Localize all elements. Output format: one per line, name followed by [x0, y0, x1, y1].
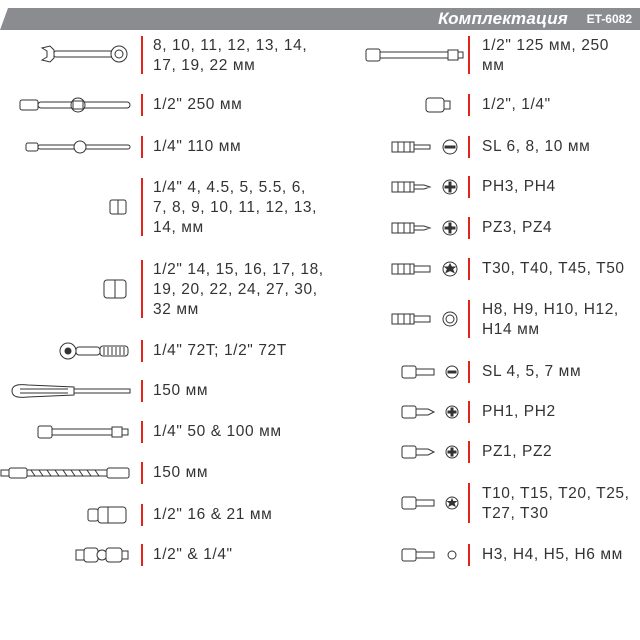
item-text: 1/2" 14, 15, 16, 17, 18, 19, 20, 22, 24, 27, 30, 32 мм — [153, 261, 324, 318]
item-text: 1/4" 110 мм — [153, 138, 242, 155]
separator — [468, 136, 470, 158]
list-item — [0, 34, 340, 76]
universal-joint-icon — [74, 545, 130, 565]
separator — [468, 94, 470, 116]
socket-quarter-icon — [108, 198, 128, 216]
combination-wrench-icon — [38, 44, 128, 64]
bit-socket-hex-icon — [400, 547, 462, 563]
separator — [468, 176, 470, 198]
extension-bar-icon — [36, 424, 130, 440]
list-item — [0, 94, 340, 116]
list-item — [340, 94, 640, 116]
separator — [141, 136, 143, 158]
separator — [141, 260, 143, 318]
header-model: ET-6082 — [586, 12, 632, 26]
bit-socket-slotted-icon — [400, 364, 462, 380]
bit-pozidriv-icon — [390, 220, 462, 236]
list-item — [0, 420, 340, 444]
list-item — [340, 441, 640, 463]
bit-socket-torx-icon — [400, 495, 462, 511]
flexible-extension-icon — [0, 465, 134, 481]
separator — [468, 36, 470, 74]
separator — [468, 258, 470, 280]
item-text: PH3, PH4 — [482, 178, 556, 195]
item-text: 1/4" 4, 4.5, 5, 5.5, 6, 7, 8, 9, 10, 11, 12, 13, 14, мм — [153, 179, 318, 236]
item-text: 150 мм — [153, 382, 209, 399]
separator — [141, 36, 143, 74]
tee-handle-large-icon — [18, 97, 134, 113]
list-item — [340, 136, 640, 158]
extension-half-icon — [364, 46, 464, 64]
item-text: T10, T15, T20, T25, T27, T30 — [482, 485, 630, 522]
separator — [468, 401, 470, 423]
item-text: 150 мм — [153, 464, 209, 481]
list-item — [340, 217, 640, 239]
list-item — [0, 461, 340, 485]
separator — [468, 217, 470, 239]
bit-slotted-icon — [390, 139, 462, 155]
separator — [468, 544, 470, 566]
socket-half-icon — [102, 278, 128, 300]
item-text: 1/2" 125 мм, 250 мм — [482, 37, 609, 74]
separator — [468, 483, 470, 523]
header-banner — [0, 8, 640, 30]
list-item — [0, 503, 340, 527]
item-text: 1/2" 250 мм — [153, 96, 243, 113]
list-item — [0, 380, 340, 402]
list-item — [0, 176, 340, 238]
separator — [141, 462, 143, 484]
list-item — [340, 34, 640, 76]
spark-plug-socket-icon — [86, 505, 128, 525]
item-text: PZ1, PZ2 — [482, 443, 553, 460]
list-item — [340, 543, 640, 567]
item-text: 1/2", 1/4" — [482, 96, 551, 113]
list-item — [0, 543, 340, 567]
separator — [141, 544, 143, 566]
bit-socket-pozidriv-icon — [400, 444, 462, 460]
bit-phillips-icon — [390, 179, 462, 195]
item-text: 1/2" & 1/4" — [153, 546, 233, 563]
separator — [468, 441, 470, 463]
item-text: 8, 10, 11, 12, 13, 14, 17, 19, 22 мм — [153, 37, 308, 74]
separator — [468, 361, 470, 383]
item-text: PH1, PH2 — [482, 403, 556, 420]
separator — [141, 380, 143, 402]
item-text: SL 6, 8, 10 мм — [482, 138, 591, 155]
item-text: 1/2" 16 & 21 мм — [153, 506, 273, 523]
item-text: 1/4" 50 & 100 мм — [153, 423, 282, 440]
item-text: H3, H4, H5, H6 мм — [482, 546, 623, 563]
adapter-icon — [424, 96, 454, 114]
bit-torx-icon — [390, 261, 462, 277]
separator — [141, 178, 143, 236]
item-text: PZ3, PZ4 — [482, 219, 553, 236]
screwdriver-handle-icon — [8, 382, 134, 400]
separator — [141, 421, 143, 443]
ratchet-icon — [56, 342, 132, 360]
item-text: SL 4, 5, 7 мм — [482, 363, 582, 380]
list-item — [0, 136, 340, 158]
separator — [141, 504, 143, 526]
list-item — [340, 401, 640, 423]
bit-hex-icon — [390, 311, 462, 327]
list-item — [0, 258, 340, 320]
bit-socket-phillips-icon — [400, 404, 462, 420]
separator — [141, 94, 143, 116]
item-text: 1/4" 72T; 1/2" 72T — [153, 342, 287, 359]
item-text: H8, H9, H10, H12, H14 мм — [482, 301, 619, 338]
list-item — [340, 176, 640, 198]
separator — [141, 340, 143, 362]
tee-handle-small-icon — [24, 140, 134, 154]
item-text: T30, T40, T45, T50 — [482, 260, 625, 277]
header-title: Комплектация — [438, 9, 568, 28]
list-item — [340, 258, 640, 280]
list-item — [340, 481, 640, 525]
separator — [468, 300, 470, 338]
list-item — [0, 340, 340, 362]
list-item — [340, 298, 640, 340]
list-item — [340, 361, 640, 383]
